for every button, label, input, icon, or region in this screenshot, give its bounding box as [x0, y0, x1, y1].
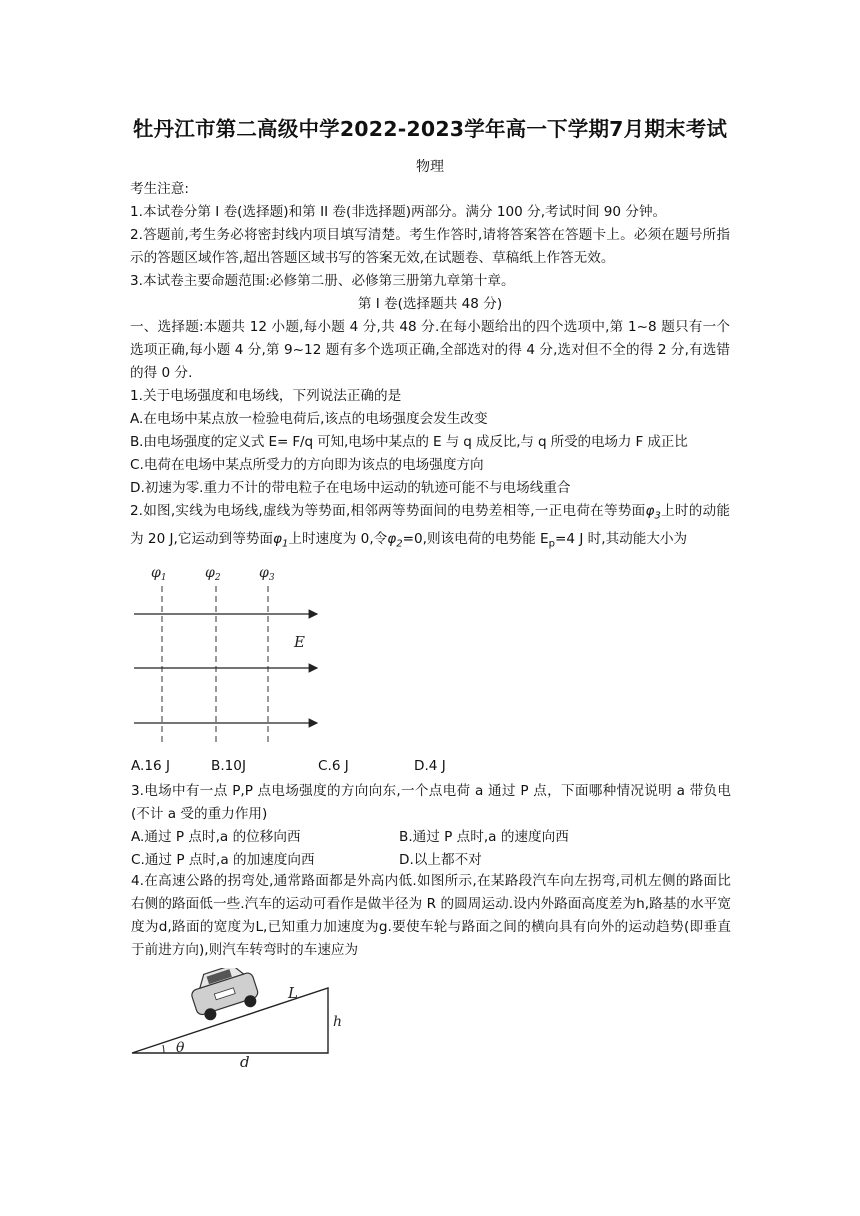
q2-options — [131, 758, 731, 774]
exam-page — [130, 112, 730, 555]
section1-intro: 一、选择题:本题共 12 小题,每小题 4 分,共 48 分.在每小题给出的四个选项中,第 1~8 题只有一个选项正确,每小题 4 分,第 9~12 题有多个选项正确,全部选对的得 4 分,选对但不全的得 2 分,有选错的得 0 分. — [130, 319, 730, 381]
car-icon — [187, 968, 262, 1024]
q1-option-d: D.初速为零.重力不计的带电粒子在电场中运动的轨迹可能不与电场线重合 — [130, 480, 571, 496]
q3-option-a: A.通过 P 点时,a 的位移向西 — [131, 829, 301, 845]
q2-field-diagram — [131, 562, 331, 747]
phi2-symbol: $\varphi_2$ — [387, 530, 403, 550]
phi1-symbol: $\varphi_1$ — [273, 530, 289, 550]
label-theta: θ — [176, 1040, 185, 1056]
notice-item-2: 2.答题前,考生务必将密封线内项目填写清楚。考生作答时,请将答案答在答题卡上。必须在题号所指示的答题区域作答,超出答题区域书写的答案无效,在试题卷、草稿纸上作答无效。 — [130, 227, 730, 266]
q1-stem: 1.关于电场强度和电场线，下列说法正确的是 — [130, 388, 402, 404]
q2-option-c: C.6 J — [318, 758, 349, 774]
notice-item-1: 1.本试卷分第 I 卷(选择题)和第 II 卷(非选择题)两部分。满分 100 分,考试时间 90 分钟。 — [130, 204, 667, 220]
subject-label: 物理 — [416, 159, 444, 175]
exam-title: 牡丹江市第二高级中学2022-2023学年高一下学期7月期末考试 — [132, 117, 728, 141]
q3-stem: 3.电场中有一点 P,P 点电场强度的方向向东,一个点电荷 a 通过 P 点，下面哪种情况说明 a 带负电(不计 a 受的重力作用) — [131, 783, 731, 822]
section1-title: 第 I 卷(选择题共 48 分) — [357, 296, 503, 312]
q2-option-d: D.4 J — [414, 758, 446, 774]
q2-option-a: A.16 J — [131, 758, 171, 774]
label-d: d — [240, 1053, 250, 1068]
q2-stem: 2.如图,实线为电场线,虚线为等势面,相邻两等势面间的电势差相等,一正电荷在等势面$\varphi_3$上时的动能为 20 J,它运动到等势面$\varphi_1$上时速度为 0,令$\varphi_2=0$,则该电荷的电势能 $E_p=4$ J 时,其动能大小为 — [130, 503, 730, 550]
notice-heading: 考生注意: — [130, 181, 189, 197]
notice-item-3: 3.本试卷主要命题范围:必修第二册、必修第三册第九章第十章。 — [130, 273, 515, 289]
label-h: h — [333, 1014, 343, 1030]
phi3-symbol: $\varphi_3$ — [645, 503, 661, 522]
q1-option-b: B.由电场强度的定义式 E= F/q 可知,电场中某点的 E 与 q 成反比,与 q 所受的电场力 F 成正比 — [130, 434, 688, 450]
label-L: L — [288, 984, 298, 1002]
q2-option-b: B.10J — [211, 758, 246, 774]
q3-block — [131, 780, 731, 872]
field-e-label: E — [294, 633, 305, 651]
q3-option-c: C.通过 P 点时,a 的加速度向西 — [131, 852, 315, 868]
phi3-label: $\varphi_3$ — [259, 565, 275, 583]
q3-option-d: D.以上都不对 — [399, 852, 482, 868]
q1-option-c: C.电荷在电场中某点所受力的方向即为该点的电场强度方向 — [130, 457, 484, 473]
q4-stem: 4.在高速公路的拐弯处,通常路面都是外高内低.如图所示,在某路段汽车向左拐弯,司机左侧的路面比右侧的路面低一些.汽车的运动可看作是做半径为 R 的圆周运动.设内外路面高度差为h,路基的水平宽度为d,路面的宽度为L,已知重力加速度为g.要使车轮与路面之间的横向具有向外的运动趋势(即垂直于前进方向),则汽车转弯时的车速应为 — [131, 873, 731, 958]
q4-road-diagram — [128, 968, 348, 1068]
q4-block — [131, 870, 731, 962]
q1-option-a: A.在电场中某点放一检验电荷后,该点的电场强度会发生改变 — [130, 411, 488, 427]
phi1-label: $\varphi_1$ — [151, 565, 167, 583]
q3-option-b: B.通过 P 点时,a 的速度向西 — [399, 829, 569, 845]
phi2-label: $\varphi_2$ — [205, 565, 221, 583]
